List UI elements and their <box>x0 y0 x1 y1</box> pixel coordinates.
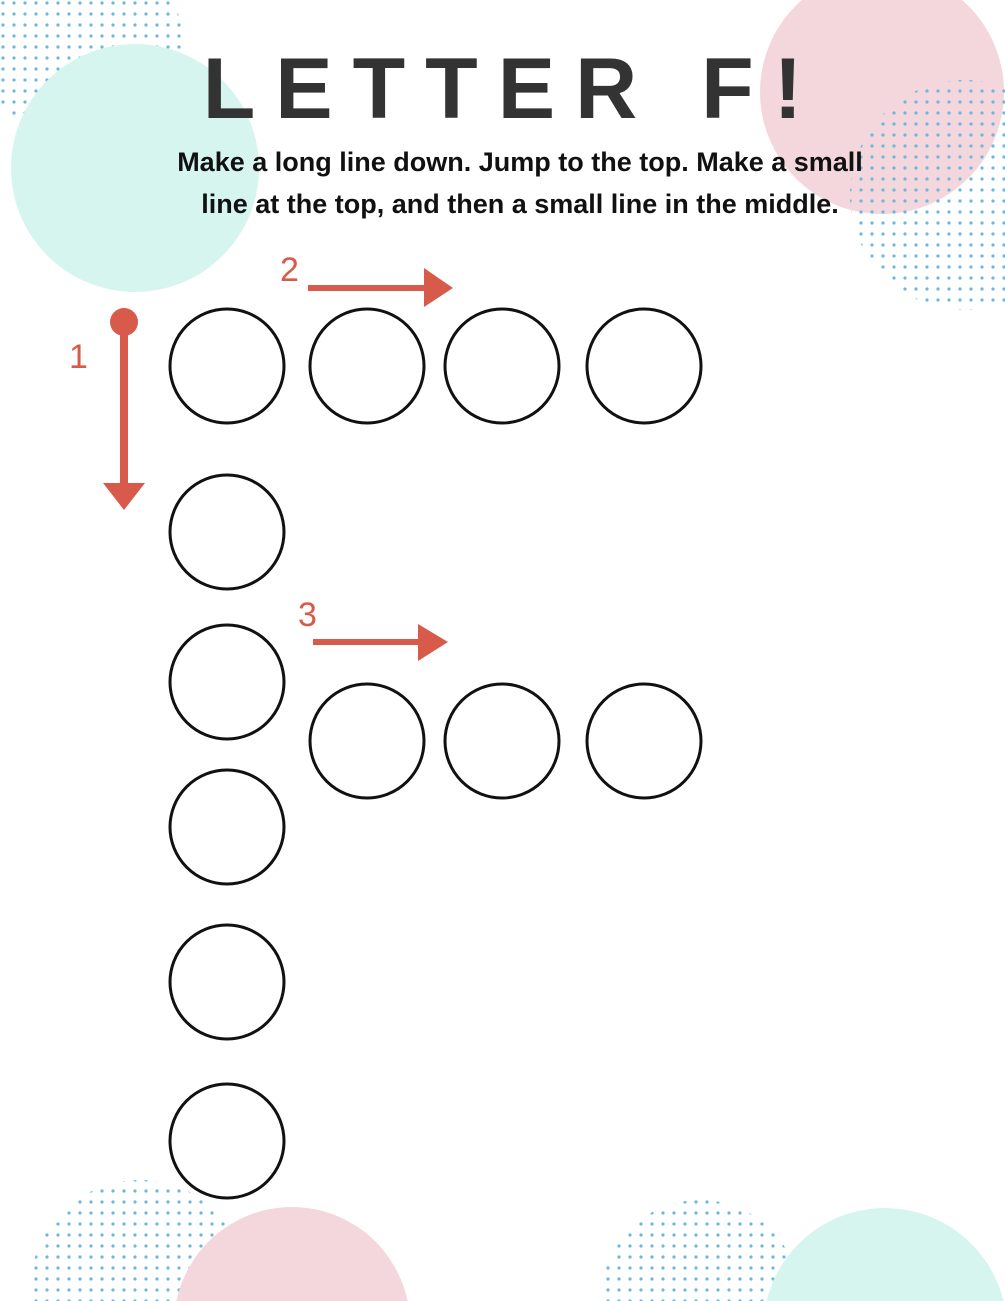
trace-circle[interactable] <box>310 684 424 798</box>
arrow-down-icon <box>103 308 145 510</box>
trace-circle[interactable] <box>170 625 284 739</box>
trace-circle[interactable] <box>587 684 701 798</box>
trace-circle[interactable] <box>170 309 284 423</box>
step-number-1: 1 <box>69 338 88 376</box>
instructions-text: Make a long line down. Jump to the top. Make a small line at the top, and then a small line in the middle. <box>177 147 863 219</box>
trace-circle[interactable] <box>587 309 701 423</box>
trace-circle[interactable] <box>445 684 559 798</box>
page-title: LETTER F! <box>202 41 823 137</box>
trace-circle[interactable] <box>170 770 284 884</box>
trace-circle[interactable] <box>445 309 559 423</box>
trace-circle[interactable] <box>170 1084 284 1198</box>
step-number-3: 3 <box>298 596 317 634</box>
arrow-right-icon <box>313 624 448 661</box>
arrow-right-icon <box>308 268 453 307</box>
step-number-2: 2 <box>280 251 299 289</box>
trace-circle[interactable] <box>170 475 284 589</box>
trace-circle[interactable] <box>310 309 424 423</box>
trace-circle[interactable] <box>170 925 284 1039</box>
